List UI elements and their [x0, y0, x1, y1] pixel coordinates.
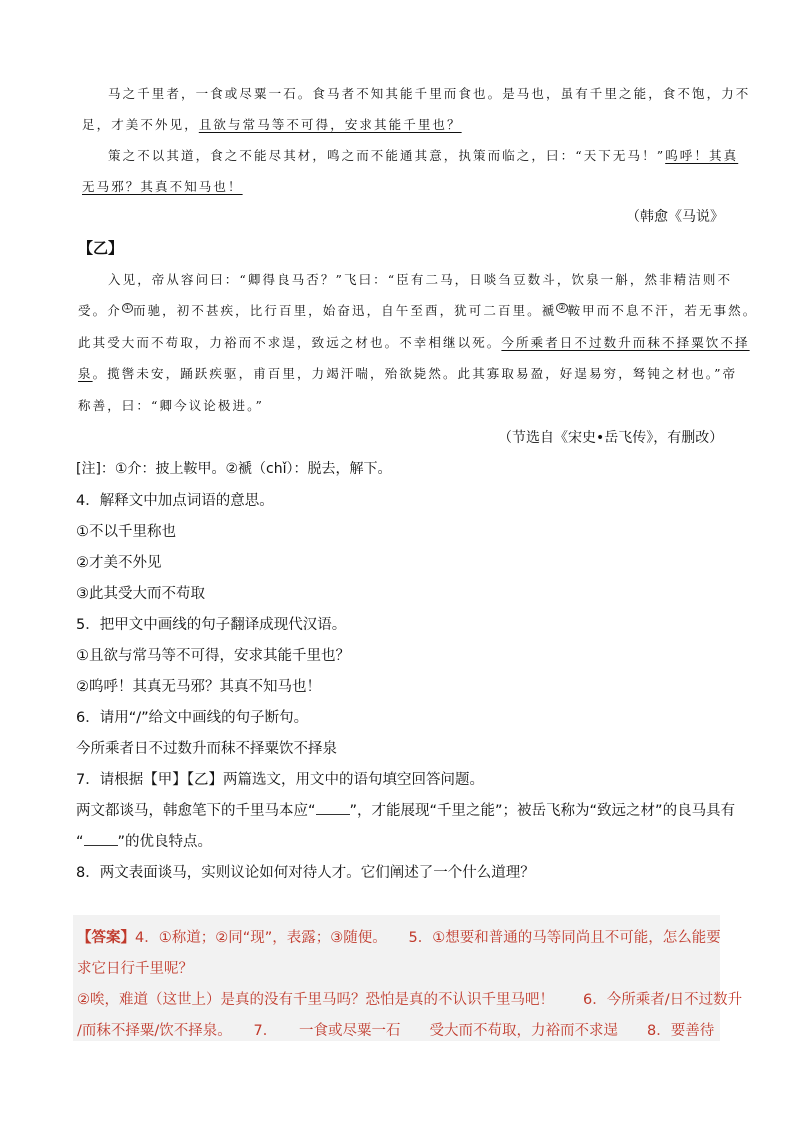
jia-underlined-sentence-2b: 无马邪？其真不知马也！ — [82, 179, 243, 194]
q8-title: 8．两文表面谈马，实则议论如何对待人才。它们阐述了一个什么道理？ — [76, 865, 535, 881]
yi-line-3-text: 此其受大而不苟取，力裕而不求逞，致远之材也。不幸相继以死。 — [78, 335, 502, 350]
yi-line-5: 称善，曰：“卿今议论极进。” — [78, 398, 264, 413]
q5-item-1: ①且欲与常马等不可得，安求其能千里也？ — [76, 648, 350, 664]
q7-line-1-part-b: ”，才能展现“千里之能”；被岳飞称为“致远之材”的良马具有 — [349, 803, 736, 819]
q4-item-1: ①不以千里称也 — [76, 524, 176, 540]
answer-line-2: 求它日行千里呢？ — [77, 961, 193, 977]
yi-source: （节选自《宋史•岳飞传》，有删改） — [498, 430, 724, 446]
yi-line-2-part-c: 鞍甲而不息不汗，若无事然。 — [567, 303, 758, 318]
yi-line-3 — [78, 333, 750, 351]
answer-label: 【答案】 — [77, 930, 135, 946]
answer-line-1 — [77, 926, 721, 947]
jia-underlined-sentence-1: 且欲与常马等不可得，安求其能千里也？ — [198, 117, 462, 132]
q4-item-3: ③此其受大而不苟取 — [76, 586, 205, 602]
q7-line-2-part-a: “ — [76, 834, 84, 850]
q7-line-2 — [76, 830, 212, 851]
answer-line-4: /而秣不择粟/饮不择泉。 7． 一食或尽粟一石 受大而不苟取，力裕而不求逞 8．要善待 — [77, 1023, 715, 1039]
note-marker-1: ① — [123, 302, 131, 312]
yi-line-2-part-a: 受。介 — [78, 303, 122, 318]
q7-line-2-part-b: ”的优良特点。 — [117, 834, 213, 850]
answer-line-1-text: 4．①称道；②同“现”，表露；③随便。 5．①想要和普通的马等同尚且不可能，怎么能要 — [135, 930, 721, 946]
yi-heading: 【乙】 — [78, 239, 124, 257]
q4-item-2: ②才美不外见 — [76, 555, 162, 571]
q4-title: 4．解释文中加点词语的意思。 — [76, 493, 274, 509]
note-marker-2: ② — [558, 302, 566, 312]
jia-line-2 — [82, 115, 462, 133]
yi-line-4-text: 。揽辔未安，踊跃疾驱，甫百里，力竭汗喘，殆欲毙然。此其寡取易盈，好逞易穷，驽钝之材也。”帝 — [92, 366, 738, 381]
q7-blank-1[interactable] — [316, 802, 350, 815]
yi-line-2-part-b: 而驰，初不甚疾，比行百里，始奋迅，自午至酉，犹可二百里。褫 — [132, 303, 557, 318]
jia-line-2-text: 足，才美不外见， — [82, 117, 199, 132]
jia-underlined-sentence-2a: 呜呼！其真 — [665, 148, 739, 163]
yi-underlined-sentence-b: 泉 — [78, 366, 93, 381]
yi-line-1: 入见，帝从容问曰：“卿得良马否？”飞曰：“臣有二马，日啖刍豆数斗，饮泉一斛，然非精洁则不 — [108, 272, 733, 287]
q7-line-1-part-a: 两文都谈马，韩愈笔下的千里马本应“ — [76, 803, 316, 819]
jia-line-3 — [108, 146, 738, 164]
yi-line-4 — [78, 364, 737, 382]
q6-text: 今所乘者日不过数升而秣不择粟饮不择泉 — [76, 741, 337, 757]
jia-line-1: 马之千里者，一食或尽粟一石。食马者不知其能千里而食也。是马也，虽有千里之能，食不饱，力不 — [108, 86, 751, 101]
q5-title: 5．把甲文中画线的句子翻译成现代汉语。 — [76, 617, 347, 633]
yi-line-2 — [78, 301, 757, 319]
answer-line-3: ②唉，难道（这世上）是真的没有千里马吗？恐怕是真的不认识千里马吧！ 6．今所乘者/日不过数升 — [77, 992, 743, 1008]
q7-blank-2[interactable] — [84, 833, 118, 846]
jia-source: （韩愈《马说》 — [626, 209, 724, 225]
q7-title: 7．请根据【甲】【乙】两篇选文，用文中的语句填空回答问题。 — [76, 772, 484, 788]
annotation-note: [注]：①介：披上鞍甲。②褫（chǐ）：脱去，解下。 — [76, 461, 392, 477]
jia-line-3-text: 策之不以其道，食之不能尽其材，鸣之而不能通其意，执策而临之，曰：“天下无马！” — [108, 148, 666, 163]
q6-title: 6．请用“/”给文中画线的句子断句。 — [76, 710, 309, 726]
q7-line-1 — [76, 799, 735, 820]
yi-underlined-sentence-a: 今所乘者日不过数升而秣不择粟饮不择 — [501, 335, 750, 350]
q5-item-2: ②呜呼！其真无马邪？其真不知马也！ — [76, 679, 321, 695]
